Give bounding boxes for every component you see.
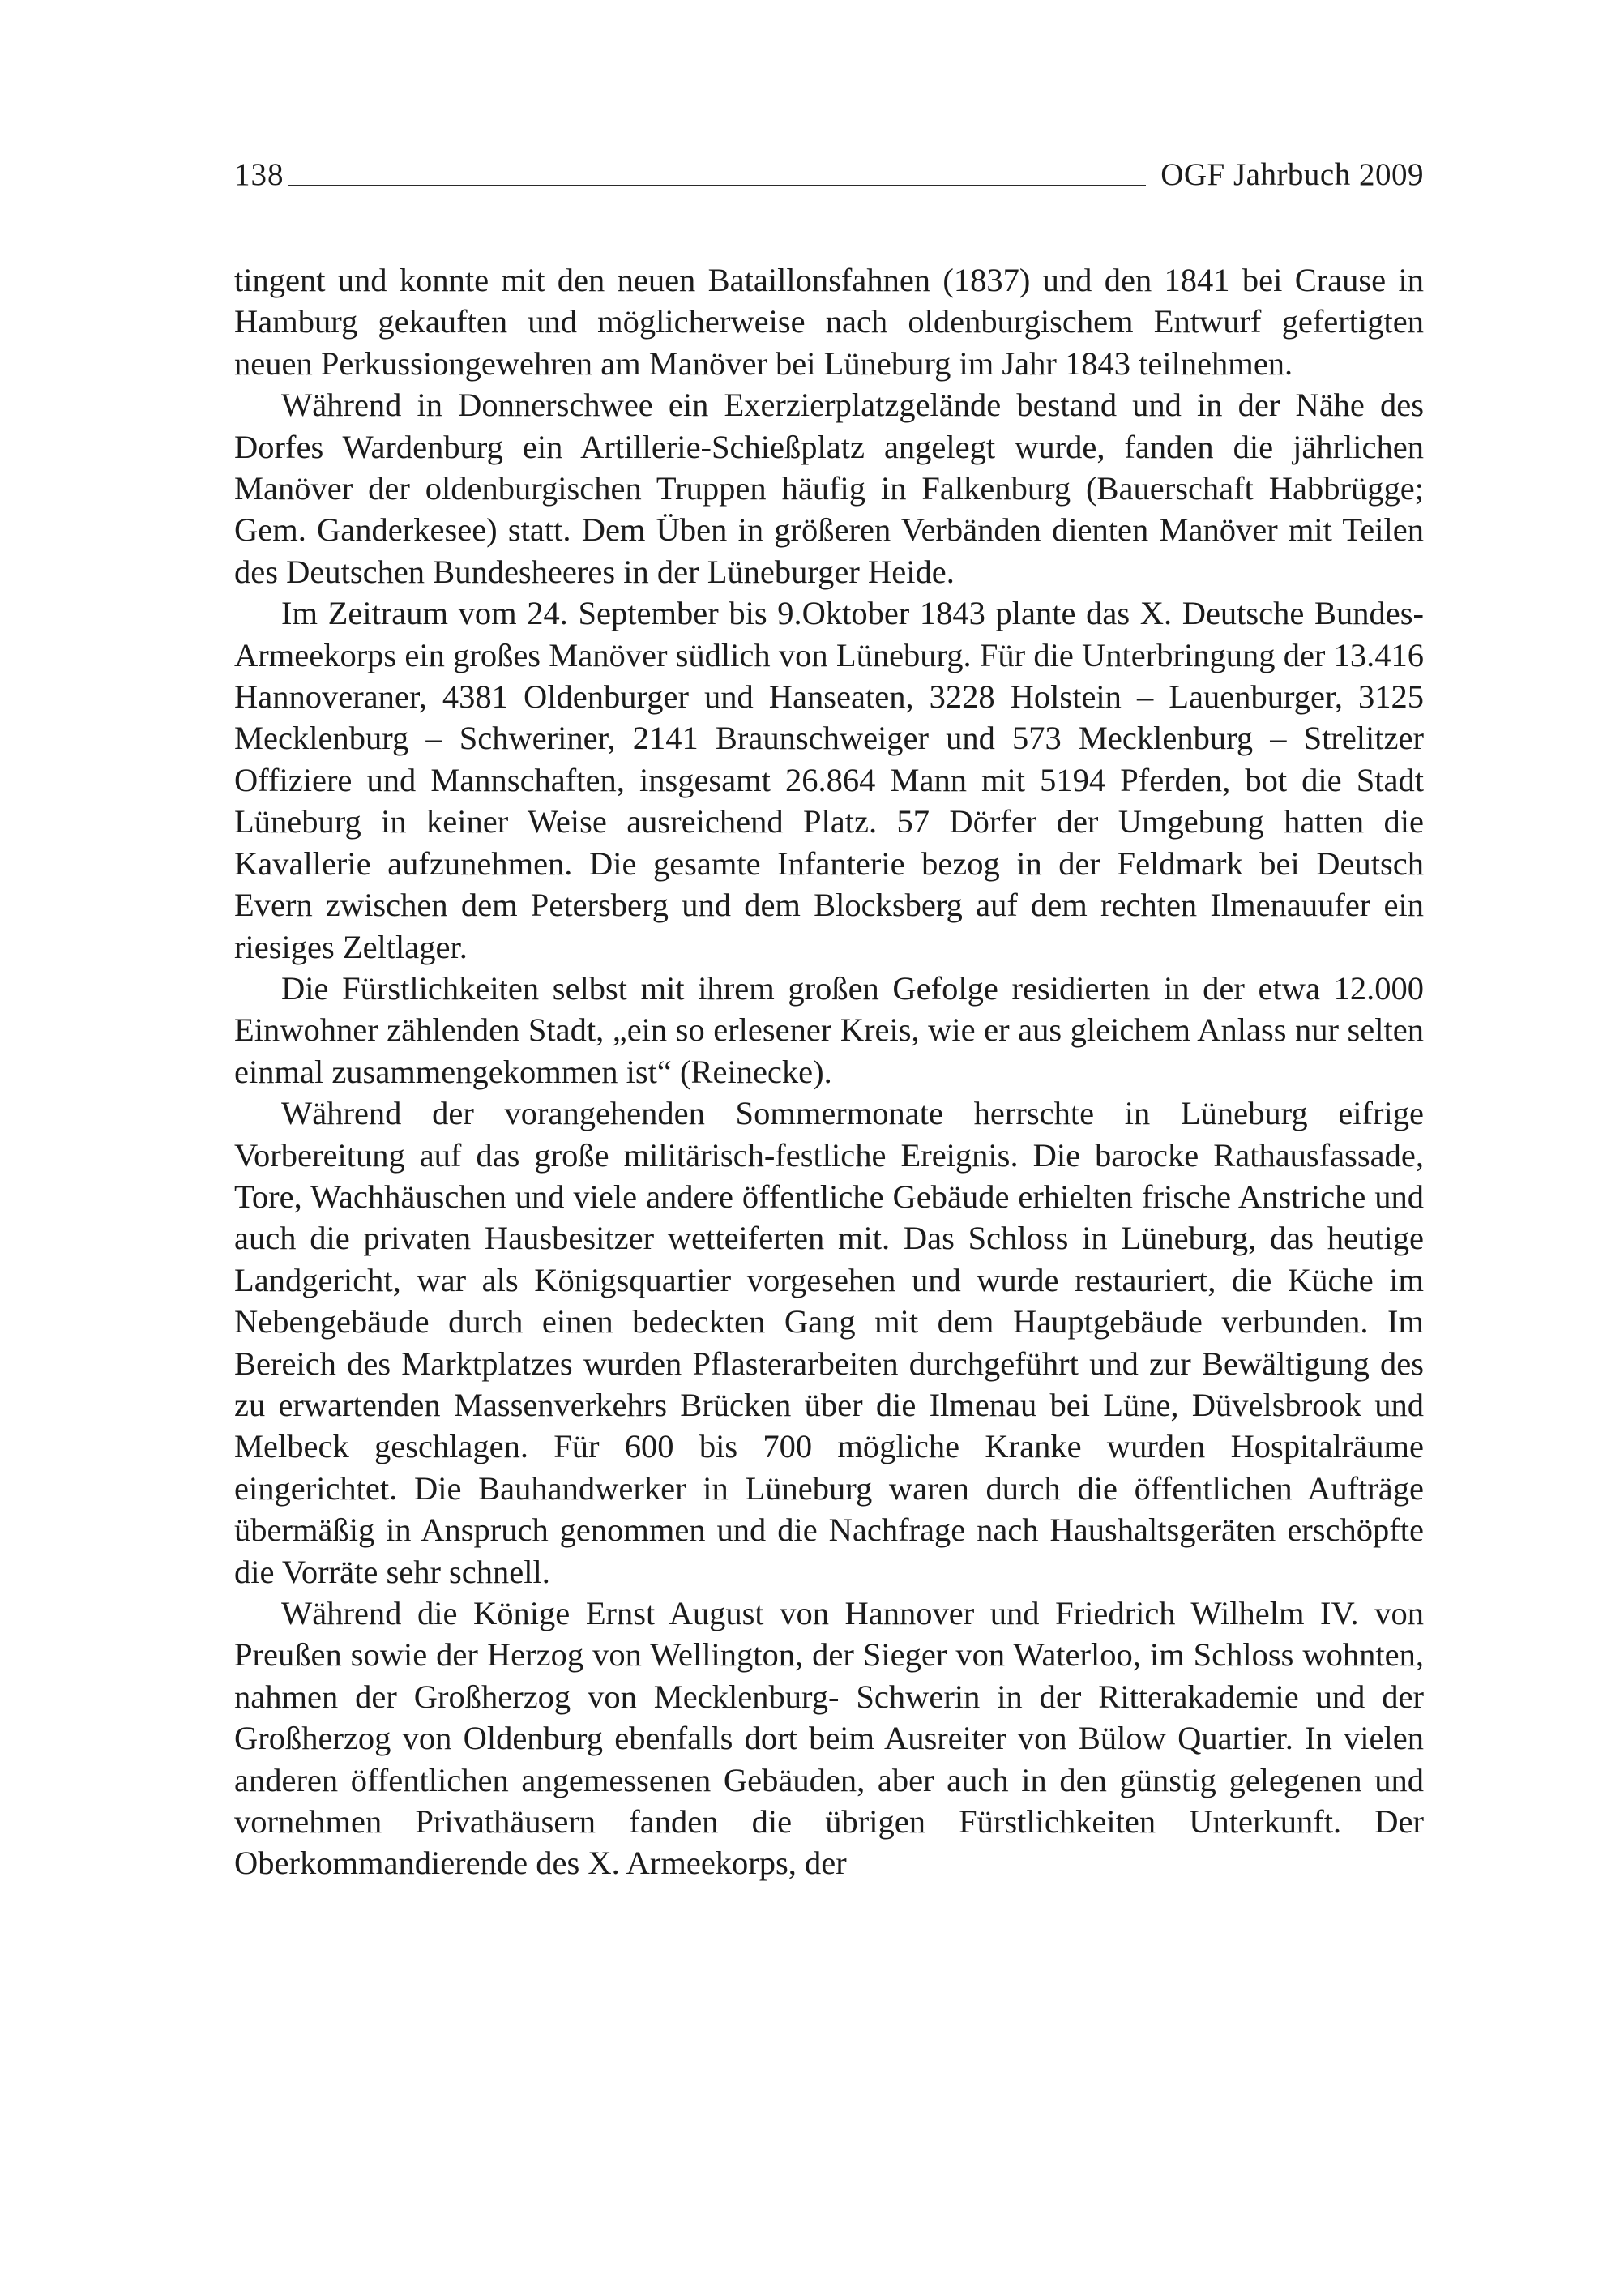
document-page — [234, 0, 1424, 2296]
paragraph: Während der vorangehenden Sommermonate herrschte in Lüneburg eifrige Vorbereitung auf das große militärisch-festliche Ereignis. Die barocke Rathausfassade, Tore, Wachhäuschen und viele andere öffentliche Gebäude erhielten frische Anstriche und auch die privaten Hausbesitzer wetteiferten mit. Das Schloss in Lüneburg, das heutige Landgericht, war als Königsquartier vorgesehen und wurde restauriert, die Küche im Nebengebäude durch einen bedeckten Gang mit dem Hauptgebäude verbunden. Im Bereich des Marktplatzes wurden Pflasterarbeiten durchgeführt und zur Bewältigung des zu erwartenden Massenverkehrs Brücken über die Ilmenau bei Lüne, Düvelsbrook und Melbeck geschlagen. Für 600 bis 700 mögliche Kranke wurden Hospitalräume eingerichtet. Die Bauhandwerker in Lüneburg waren durch die öffentlichen Aufträge übermäßig in Anspruch genommen und die Nachfrage nach Haushaltsgeräten erschöpfte die Vorräte sehr schnell. — [234, 1095, 1424, 1590]
paragraph-continued: tingent und konnte mit den neuen Bataillonsfahnen (1837) und den 1841 bei Crause in Hamburg gekauften und möglicherweise nach oldenburgischem Entwurf gefertigten neuen Perkussiongewehren am Manöver bei Lüneburg im Jahr 1843 teilnehmen. — [234, 262, 1424, 382]
running-head — [234, 152, 1424, 193]
journal-title: OGF Jahrbuch 2009 — [1160, 157, 1424, 192]
paragraph: Die Fürstlichkeiten selbst mit ihrem großen Gefolge residierten in der etwa 12.000 Einwohner zählenden Stadt, „ein so erlesener Kreis, wie er aus gleichem Anlass nur selten einmal zusammengekommen ist“ (Reinecke). — [234, 969, 1424, 1090]
page-number: 138 — [234, 157, 284, 192]
header-rule — [288, 185, 1147, 186]
paragraph: Während die Könige Ernst August von Hannover und Friedrich Wilhelm IV. von Preußen sowie der Herzog von Wellington, der Sieger von Waterloo, im Schloss wohnten, nahmen der Großherzog von Mecklenburg- Schwerin in der Ritterakademie und der Großherzog von Oldenburg ebenfalls dort beim Ausreiter von Bülow Quartier. In vielen anderen öffentlichen angemessenen Gebäuden, aber auch in den günstig gelegenen und vornehmen Privathäusern fanden die übrigen Fürstlichkeiten Unterkunft. Der Oberkommandierende des X. Armeekorps, der — [234, 1595, 1424, 1882]
paragraph: Während in Donnerschwee ein Exerzierplatzgelände bestand und in der Nähe des Dorfes Wardenburg ein Artillerie-Schießplatz angelegt wurde, fanden die jährlichen Manöver der oldenburgischen Truppen häufig in Falkenburg (Bauerschaft Habbrügge; Gem. Ganderkesee) statt. Dem Üben in größeren Verbänden dienten Manöver mit Teilen des Deutschen Bundesheeres in der Lüneburger Heide. — [234, 387, 1424, 590]
paragraph: Im Zeitraum vom 24. September bis 9.Oktober 1843 plante das X. Deutsche Bundes-Armeekorps ein großes Manöver südlich von Lüneburg. Für die Unterbringung der 13.416 Hannoveraner, 4381 Oldenburger und Hanseaten, 3228 Holstein – Lauenburger, 3125 Mecklenburg – Schweriner, 2141 Braunschweiger und 573 Mecklenburg – Strelitzer Offiziere und Mannschaften, insgesamt 26.864 Mann mit 5194 Pferden, bot die Stadt Lüneburg in keiner Weise ausreichend Platz. 57 Dörfer der Umgebung hatten die Kavallerie aufzunehmen. Die gesamte Infanterie bezog in der Feldmark bei Deutsch Evern zwischen dem Petersberg und dem Blocksberg auf dem rechten Ilmenauufer ein riesiges Zeltlager. — [234, 595, 1424, 965]
body-text — [234, 259, 1424, 1884]
